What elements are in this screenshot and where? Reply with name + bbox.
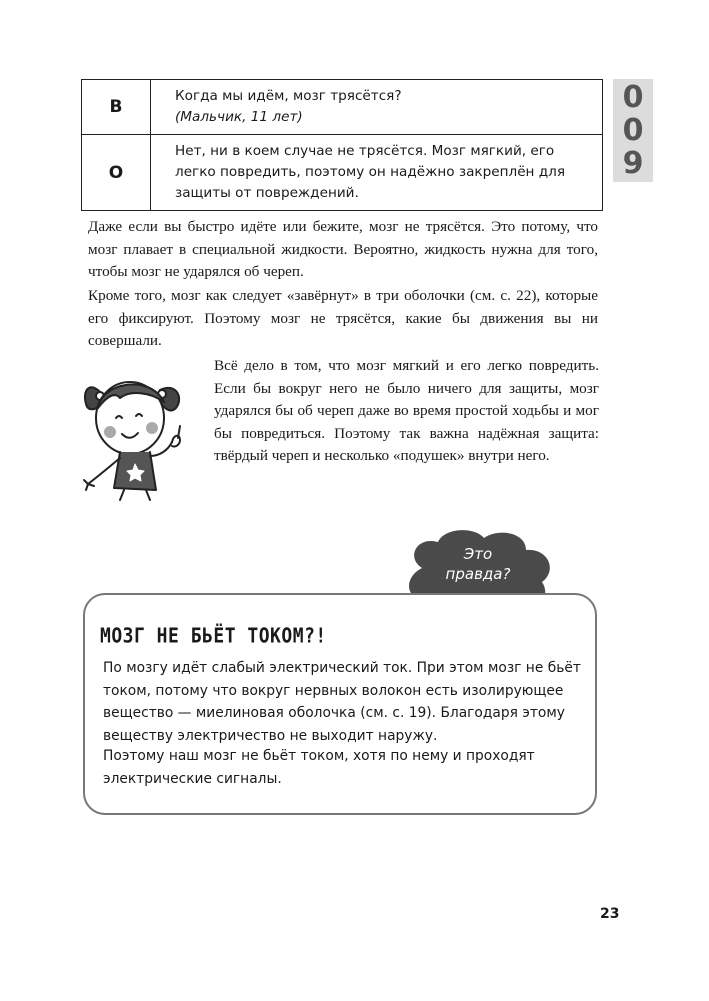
question-text: Когда мы идём, мозг трясётся? — [175, 88, 402, 104]
section-digit: 9 — [622, 145, 644, 181]
fact-box-title: МОЗГ НЕ БЬЁТ ТОКОМ?! — [100, 624, 327, 649]
question-row — [82, 80, 603, 135]
qa-table — [81, 79, 603, 211]
cloud-caption-line: Это — [463, 545, 493, 563]
question-letter: В — [82, 80, 151, 135]
section-number-tab — [613, 79, 653, 182]
answer-text: Нет, ни в коем случае не трясётся. Мозг мягкий, его легко повредить, поэтому он надёжно закреплён для защиты от повреждений. — [151, 135, 603, 211]
question-author: (Мальчик, 11 лет) — [175, 109, 303, 125]
fact-box-paragraph: По мозгу идёт слабый электрический ток. При этом мозг не бьёт током, потому что вокруг нервных волокон есть изолирующее вещество — миелиновая оболочка (см. с. 19). Благодаря этому веществу электричество не выходит наружу. — [103, 660, 581, 744]
cloud-caption-line: правда? — [445, 565, 511, 583]
body-paragraph: Кроме того, мозг как следует «завёрнут» в три оболочки (см. с. 22), которые его фиксируют. Поэтому мозг не трясётся, какие бы движения вы ни совершали. — [88, 287, 598, 349]
section-digit: 0 — [622, 112, 644, 148]
cloud-caption — [398, 544, 558, 584]
girl-illustration — [80, 360, 200, 502]
question-cell — [151, 80, 603, 135]
answer-letter: О — [82, 135, 151, 211]
body-paragraph: Всё дело в том, что мозг мягкий и его легко повредить. Если бы вокруг него не было ничего для защиты, мозг ударялся бы об череп даже во время простой ходьбы и мог бы повредиться. Поэтому так важна надёжная защита: твёрдый череп и несколько «подушек» внутри него. — [214, 357, 599, 464]
section-digit: 0 — [622, 79, 644, 115]
page-number: 23 — [600, 906, 620, 922]
answer-row — [82, 135, 603, 211]
body-paragraph: Даже если вы быстро идёте или бежите, мозг не трясётся. Это потому, что мозг плавает в специальной жидкости. Вероятно, жидкость нужна для того, чтобы мозг не ударялся об череп. — [88, 218, 598, 280]
fact-box-paragraph: Поэтому наш мозг не бьёт током, хотя по нему и проходят электрические сигналы. — [103, 748, 535, 787]
